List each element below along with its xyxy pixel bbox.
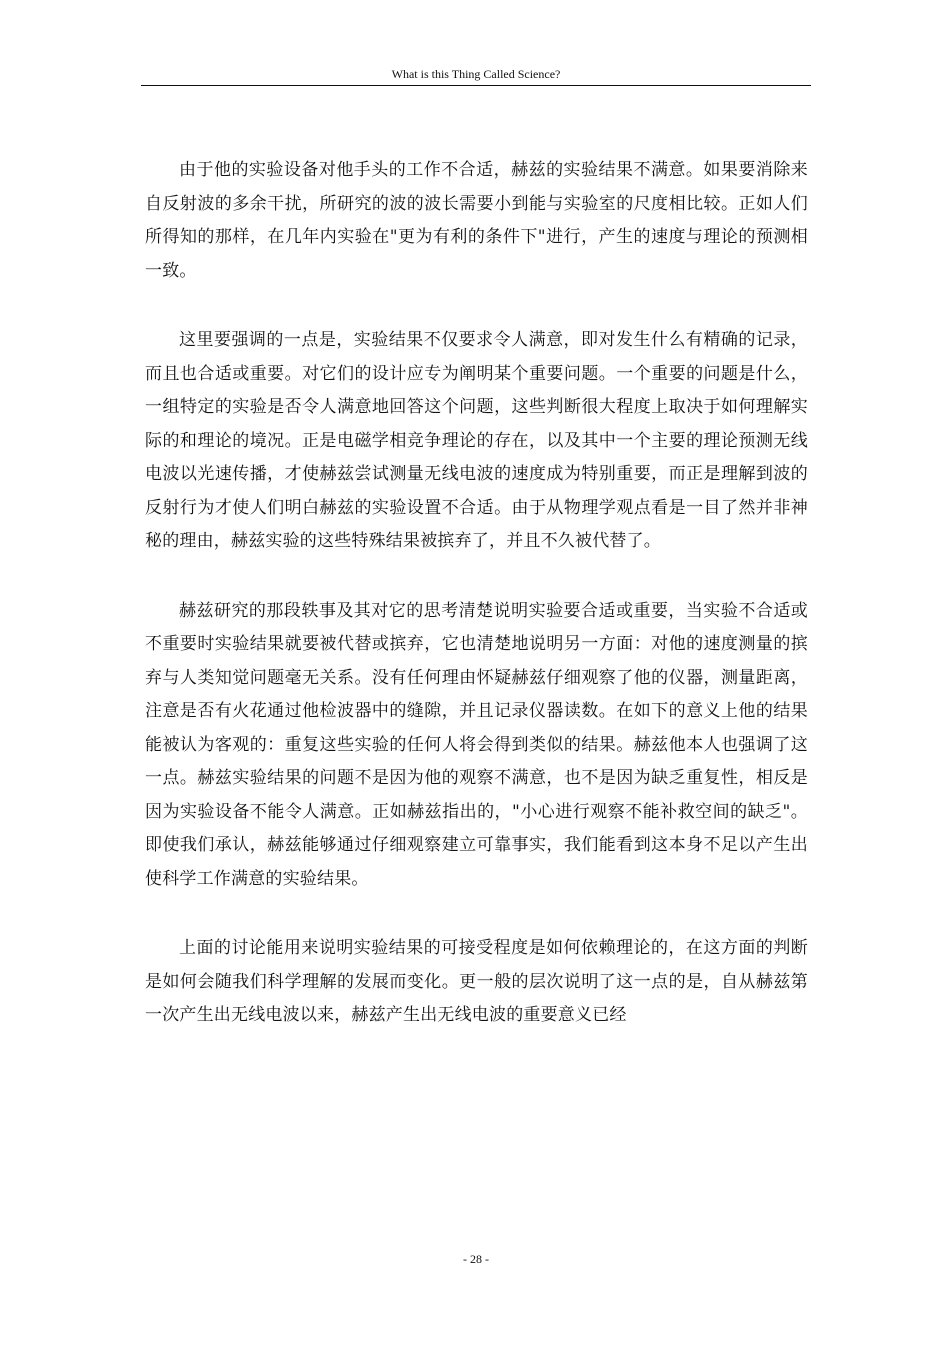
running-header: What is this Thing Called Science?	[391, 67, 561, 81]
paragraph-3: 赫兹研究的那段轶事及其对它的思考清楚说明实验要合适或重要，当实验不合适或不重要时实验结果就要被代替或摈弃，它也清楚地说明另一方面：对他的速度测量的摈弃与人类知觉问题毫无关系。没有任何理由怀疑赫兹仔细观察了他的仪器，测量距离，注意是否有火花通过他检波器中的缝隙，并且记录仪器读数。在如下的意义上他的结果能被认为客观的：重复这些实验的任何人将会得到类似的结果。赫兹他本人也强调了这一点。赫兹实验结果的问题不是因为他的观察不满意，也不是因为缺乏重复性，相反是因为实验设备不能令人满意。正如赫兹指出的，"小心进行观察不能补救空间的缺乏"。即使我们承认，赫兹能够通过仔细观察建立可靠事实，我们能看到这本身不足以产生出使科学工作满意的实验结果。	[145, 600, 808, 889]
paragraph-4: 上面的讨论能用来说明实验结果的可接受程度是如何依赖理论的，在这方面的判断是如何会随我们科学理解的发展而变化。更一般的层次说明了这一点的是，自从赫兹第一次产生出无线电波以来，赫兹产生出无线电波的重要意义已经	[145, 938, 808, 1025]
paragraph-2: 这里要强调的一点是，实验结果不仅要求令人满意，即对发生什么有精确的记录，而且也合适或重要。对它们的设计应专为阐明某个重要问题。一个重要的问题是什么，一组特定的实验是否令人满意地回答这个问题，这些判断很大程度上取决于如何理解实际的和理论的境况。正是电磁学相竞争理论的存在，以及其中一个主要的理论预测无线电波以光速传播，才使赫兹尝试测量无线电波的速度成为特别重要，而正是理解到波的反射行为才使人们明白赫兹的实验设置不合适。由于从物理学观点看是一目了然并非神秘的理由，赫兹实验的这些特殊结果被摈弃了，并且不久被代替了。	[145, 330, 808, 551]
page-number: - 28 -	[463, 1252, 489, 1266]
header-rule	[141, 85, 811, 86]
body-text	[145, 154, 808, 1069]
paragraph-1: 由于他的实验设备对他手头的工作不合适，赫兹的实验结果不满意。如果要消除来自反射波的多余干扰，所研究的波的波长需要小到能与实验室的尺度相比较。正如人们所得知的那样，在几年内实验在"更为有利的条件下"进行，产生的速度与理论的预测相一致。	[145, 160, 808, 281]
